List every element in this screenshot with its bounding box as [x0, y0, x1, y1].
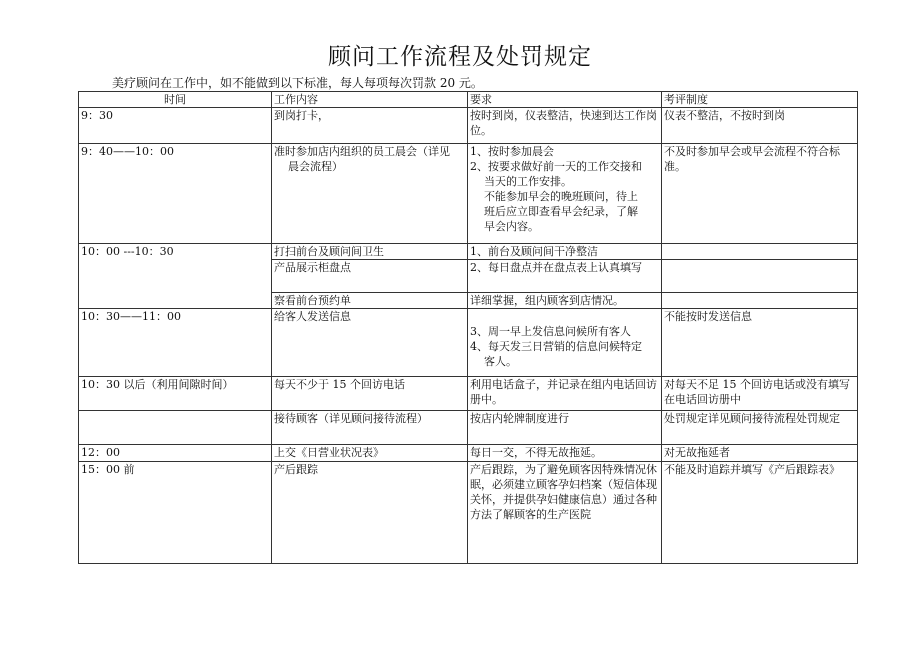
- requirement-line: 当天的工作安排。: [484, 175, 572, 188]
- time-cell: 15：00 前: [79, 462, 272, 564]
- requirement-cell: 1、前台及顾问间干净整洁: [468, 244, 662, 260]
- content-cell: [272, 144, 468, 244]
- header-requirement: 要求: [468, 92, 662, 108]
- header-row: [79, 92, 858, 108]
- requirement-line: 1、按时参加晨会: [470, 145, 554, 158]
- evaluation-cell: [662, 293, 858, 309]
- requirement-line: 不能参加早会的晚班顾问，待上: [484, 190, 638, 203]
- requirement-line: 2、按要求做好前一天的工作交接和: [470, 160, 642, 173]
- content-cell: 每天不少于 15 个回访电话: [272, 377, 468, 411]
- content-line: 准时参加店内组织的员工晨会（详见: [274, 145, 450, 158]
- content-cell: 接待顾客（详见顾问接待流程）: [272, 411, 468, 445]
- evaluation-cell: 不及时参加早会或早会流程不符合标准。: [662, 144, 858, 244]
- requirement-line: 3、周一早上发信息问候所有客人: [470, 325, 631, 338]
- evaluation-cell: 处罚规定详见顾问接待流程处罚规定: [662, 411, 858, 445]
- table-row: [79, 244, 858, 260]
- requirement-cell: [468, 309, 662, 377]
- table-row: [79, 445, 858, 462]
- content-cell: 到岗打卡，: [272, 108, 468, 144]
- requirement-cell: 产后跟踪，为了避免顾客因特殊情况休眠，必须建立顾客孕妇档案（短信体现关怀，并提供孕妇健康信息）通过各种方法了解顾客的生产医院: [468, 462, 662, 564]
- content-cell: 给客人发送信息: [272, 309, 468, 377]
- document-title: 顾问工作流程及处罚规定: [328, 44, 592, 70]
- evaluation-cell: 不能按时发送信息: [662, 309, 858, 377]
- time-cell: [79, 411, 272, 445]
- table-row: [79, 462, 858, 564]
- requirement-cell: 按店内轮牌制度进行: [468, 411, 662, 445]
- evaluation-cell: 不能及时追踪并填写《产后跟踪表》: [662, 462, 858, 564]
- requirement-line: 班后应立即查看早会纪录，了解: [484, 205, 638, 218]
- time-cell: 12：00: [79, 445, 272, 462]
- time-cell: 9：30: [79, 108, 272, 144]
- requirement-line: 4、每天发三日营销的信息问候特定: [470, 340, 642, 353]
- header-evaluation: 考评制度: [662, 92, 858, 108]
- evaluation-cell: [662, 244, 858, 260]
- header-content: 工作内容: [272, 92, 468, 108]
- requirement-line: 早会内容。: [484, 220, 539, 233]
- content-cell: 打扫前台及顾问间卫生: [272, 244, 468, 260]
- evaluation-cell: 对每天不足 15 个回访电话或没有填写在电话回访册中: [662, 377, 858, 411]
- table-row: [79, 309, 858, 377]
- requirement-line: 客人。: [484, 355, 517, 368]
- requirement-cell: 详细掌握，组内顾客到店情况。: [468, 293, 662, 309]
- evaluation-cell: 仪表不整洁，不按时到岗: [662, 108, 858, 144]
- requirement-cell: 每日一交，不得无故拖延。: [468, 445, 662, 462]
- requirement-cell: [468, 144, 662, 244]
- intro-text: 美疗顾问在工作中，如不能做到以下标准，每人每项每次罚款 20 元。: [112, 76, 483, 90]
- header-time: 时间: [79, 92, 272, 108]
- content-line: 晨会流程）: [288, 160, 343, 173]
- table-row: [79, 108, 858, 144]
- content-cell: 察看前台预约单: [272, 293, 468, 309]
- table-row: [79, 377, 858, 411]
- evaluation-cell: 对无故拖延者: [662, 445, 858, 462]
- table-row: [79, 411, 858, 445]
- time-cell: 10：30——11：00: [79, 309, 272, 377]
- requirement-cell: 利用电话盒子，并记录在组内电话回访册中。: [468, 377, 662, 411]
- time-cell: 9：40——10：00: [79, 144, 272, 244]
- requirement-cell: 按时到岗，仪表整洁，快速到达工作岗位。: [468, 108, 662, 144]
- time-cell: 10：00 ---10：30: [79, 244, 272, 309]
- content-cell: 上交《日营业状况表》: [272, 445, 468, 462]
- workflow-table: [78, 91, 858, 564]
- requirement-spacer: [470, 309, 659, 324]
- evaluation-cell: [662, 260, 858, 293]
- table-row: [79, 144, 858, 244]
- content-cell: 产品展示柜盘点: [272, 260, 468, 293]
- requirement-cell: 2、每日盘点并在盘点表上认真填写: [468, 260, 662, 293]
- content-cell: 产后跟踪: [272, 462, 468, 564]
- time-cell: 10：30 以后（利用间隙时间）: [79, 377, 272, 411]
